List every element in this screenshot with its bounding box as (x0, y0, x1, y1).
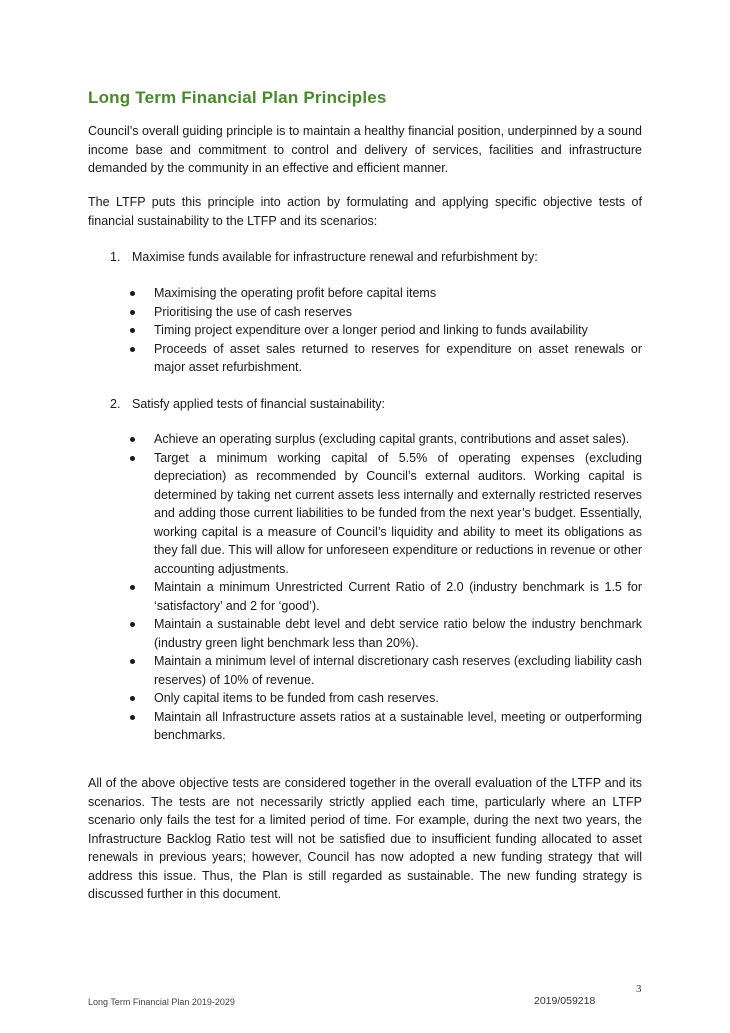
bullet-text: Maintain a minimum level of internal discretionary cash reserves (excluding liability cash reserves) of 10% of revenue. (154, 654, 642, 687)
list-item (130, 652, 642, 689)
list-item (130, 303, 642, 322)
list-item (130, 430, 642, 449)
objective-2-bullets (130, 430, 642, 745)
list-item (130, 689, 642, 708)
page-heading: Long Term Financial Plan Principles (88, 88, 387, 107)
list-item (130, 340, 642, 377)
objective-number: 2. (110, 397, 121, 411)
list-item (130, 449, 642, 579)
list-item (130, 578, 642, 615)
objective-text: Maximise funds available for infrastructure renewal and refurbishment by: (132, 250, 538, 264)
bullet-text: Maintain a sustainable debt level and debt service ratio below the industry benchmark (industry green light benchmark less than 20%). (154, 617, 642, 650)
page-number: 3 (636, 983, 642, 995)
list-item (130, 284, 642, 303)
bullet-text: Achieve an operating surplus (excluding capital grants, contributions and asset sales). (154, 432, 630, 446)
closing-paragraph: All of the above objective tests are considered together in the overall evaluation of the LTFP and its scenarios. The tests are not necessarily strictly applied each time, particularly where an LTFP scenario only fails the test for a limited period of time. For example, during the next two years, the Infrastructure Backlog Ratio test will not be satisfied due to insufficient funding allocated to asset renewals in previous years; however, Council has now adopted a new funding strategy that will address this issue. Thus, the Plan is still regarded as sustainable. The new funding strategy is discussed further in this document. (88, 776, 642, 901)
bullet-text: Maintain a minimum Unrestricted Current Ratio of 2.0 (industry benchmark is 1.5 for ‘satisfactory’ and 2 for ‘good’). (154, 580, 642, 613)
bullet-text: Prioritising the use of cash reserves (154, 304, 353, 319)
bullet-icon (130, 696, 135, 701)
bullet-icon (130, 659, 135, 664)
footer-reference: 2019/059218 (534, 995, 596, 1007)
bullet-icon (130, 310, 135, 315)
bullet-text: Maintain all Infrastructure assets ratios at a sustainable level, meeting or outperforming benchmarks. (154, 709, 642, 742)
bullet-text: Timing project expenditure over a longer period and linking to funds availability (154, 323, 588, 337)
bullet-icon (130, 291, 135, 296)
objective-1-bullets (130, 284, 642, 377)
intro-paragraph: Council’s overall guiding principle is to maintain a healthy financial position, underpinned by a sound income base and commitment to control and delivery of services, facilities and infrastructure demanded by the community in an effective and efficient manner. (88, 124, 642, 175)
objective-text: Satisfy applied tests of financial sustainability: (132, 397, 385, 411)
bullet-icon (130, 585, 135, 590)
bullet-icon (130, 437, 135, 442)
list-item (130, 615, 642, 652)
bullet-text: Proceeds of asset sales returned to reserves for expenditure on asset renewals or major asset refurbishment. (154, 341, 642, 374)
list-item (130, 321, 642, 340)
bullet-icon (130, 622, 135, 627)
bullet-icon (130, 328, 135, 333)
objective-number: 1. (110, 250, 121, 264)
list-item (130, 708, 642, 745)
bullet-text: Maximising the operating profit before capital items (154, 286, 437, 300)
bullet-text: Target a minimum working capital of 5.5% of operating expenses (excluding depreciation) as recommended by Council’s external auditors. Working capital is determined by taking net current assets less internally and externally restricted reserves and adding those current liabilities to be funded from the next year’s budget. Essentially, working capital is a measure of Council’s liquidity and ability to meet its obligations as they fall due. This will allow for unforeseen expenditure or reductions in revenue or other accounting adjustments. (154, 450, 642, 576)
bullet-icon (130, 715, 135, 720)
bullet-icon (130, 347, 135, 352)
footer-title: Long Term Financial Plan 2019-2029 (88, 997, 235, 1007)
bullet-icon (130, 456, 135, 461)
ltfp-paragraph: The LTFP puts this principle into action by formulating and applying specific objective tests of financial sustainability to the LTFP and its scenarios: (88, 195, 642, 228)
bullet-text: Only capital items to be funded from cash reserves. (154, 691, 439, 705)
